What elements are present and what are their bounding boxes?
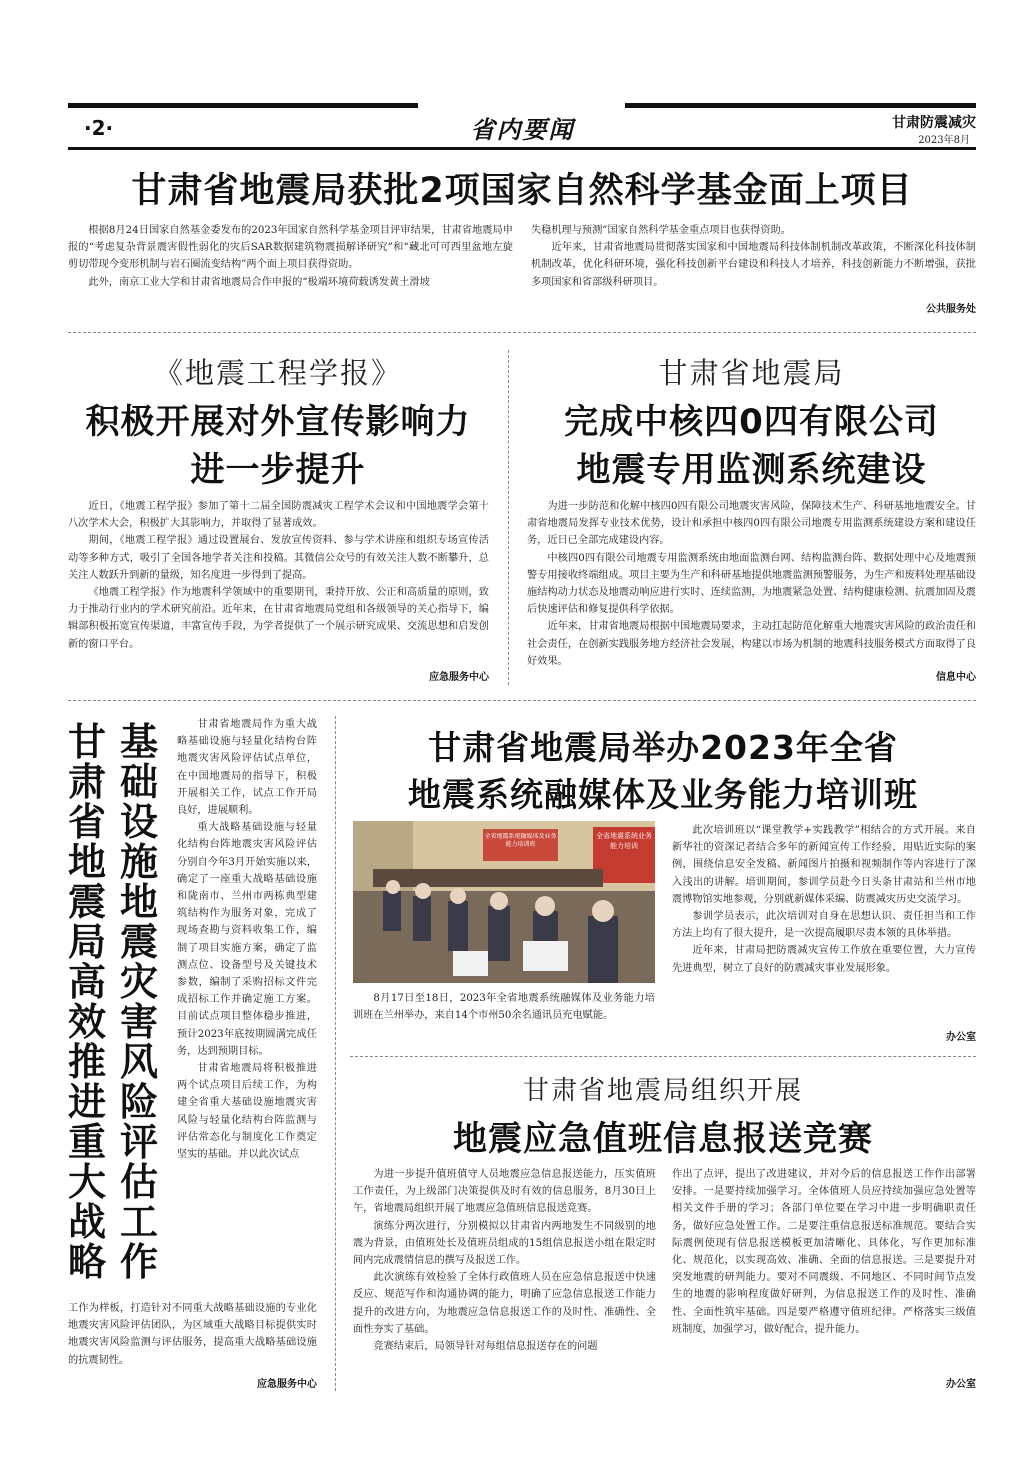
photo-banner: 全省地震系统融媒体及业务能力培训班 [484,833,557,848]
article3-source: 信息中心 [936,672,976,683]
article4-title-col1: 基础设施地震灾害风险评估工作 [120,720,159,1284]
article1-source: 公共服务处 [926,304,976,315]
article3-subtitle: 甘肃省地震局 [658,356,845,390]
issue-date: 2023年8月 [918,135,970,146]
column-divider [508,350,509,685]
article6-subtitle: 甘肃省地震局组织开展 [522,1076,803,1106]
article2-source: 应急服务中心 [429,672,489,683]
article3-title-line2: 地震专用监测系统建设 [576,450,927,490]
training-photo [353,821,655,983]
article6-col2: 作出了点评，提出了改进建议，并对今后的信息报送工作作出部署安排。一是要持续加强学习。全体值班人员应持续加强应急处置等相关文件手册的学习；各部门单位要在学习中进一步明确职责任务，做好应急处置工作。二是要注重信息报送标准规范。要结合实际震例使现有信息报送模板更加清晰化、具体化，写作更加标准化、规范化，以实现高效、准确、全面的信息报送。三是要提升对突发地震的研判能力。要对不同震级、不同地区、不同时间节点发生的地震的影响程度做好研判，为信息报送工作的及时性、准确性、全面性筑牢基础。四是要严格遵守值班纪律。严格落实三级值班制度，加强学习，做好配合，提升能力。 [672,1169,976,1335]
article2-title-line2: 进一步提升 [190,450,366,490]
article3-title-line1: 完成中核四0四有限公司 [564,402,939,442]
article5-title-line2: 地震系统融媒体及业务能力培训班 [408,775,918,814]
article2-subtitle: 《地震工程学报》 [153,356,402,390]
article4-source: 应急服务中心 [257,1379,317,1390]
article2-title-line1: 积极开展对外宣传影响力 [85,402,471,442]
article1-col1: 根据8月24日国家自然基金委发布的2023年国家自然科学基金项目评审结果，甘肃省地震局申报的“考虑复杂背景震害假性弱化的灾后SAR数据建筑物震损解译研究”和“藏北可可西里盆地左旋剪切带现今变形机制与岩石圈流变结构”两个面上项目获得资助。 此外，南京工业大学和甘肃省地震局合作申报的“极端环境荷载诱发黄土滑坡 [68,225,513,288]
paper-name: 甘肃防震减灾 [892,115,976,131]
article6-col1: 为进一步提升值班值守人员地震应急信息报送能力，压实值班工作责任，为上级部门决策提供及时有效的信息服务，8月30日上午，省地震局组织开展了地震应急值班信息报送竞赛。 演练分两次进行，分别模拟以甘肃省内两地发生不同级别的地震为背景，由值班处长及值班员组成的15组信息报送小组在限定时间内完成震情信息的撰写及报送工作。 此次演练有效检验了全体行政值班人员在应急信息报送中快速反应、规范写作和沟通协调的能力，明确了应急信息报送工作能力提升的改进方向，为地震应急信息报送工作的及时性、准确性、全面性夯实了基础。 竞赛结束后，局领导针对每组信息报送存在的问题 [353,1169,656,1353]
header-top-rule [625,103,976,108]
article1-col2: 失稳机理与预测”国家自然科学基金重点项目也获得资助。 近年来，甘肃省地震局贯彻落实国家和中国地震局科技体制机制改革政策，不断深化科技体制机制改革，优化科研环境，强化科技创新平台建设和科技人才培养，科技创新能力不断增强，获批多项国家和省部级科研项目。 [531,225,976,288]
article4-tail: 工作为样板，打造针对不同重大战略基础设施的专业化地震灾害风险评估团队，为区域重大战略目标提供实时地震灾害风险监测与评估服务，提高重大战略基础设施的抗震韧性。 [68,1303,317,1366]
article5-source: 办公室 [946,1032,976,1043]
page-number: ·2· [84,116,114,140]
article4-title-col2: 甘肃省地震局高效推进重大战略 [68,720,107,1284]
article3-body: 为进一步防范和化解中核四0四有限公司地震灾害风险，保障技术生产、科研基地地震安全。甘肃省地震局发挥专业技术优势，设计和承担中核四0四有限公司地震专用监测系统建设方案和建设任务，近日已全部完成建设内容。 中核四0四有限公司地震专用监测系统由地面监测台网、结构监测台阵、数据处理中心及地震预警专用接收终端组成。项目主要为生产和科研基地提供地震监测预警服务，为生产和废料处理基础设施结构动力状态及地震动响应进行实时、连续监测，为地震紧急处置、结构健康检测、抗震加固及震后快速评估和修复提供科学依据。 近年来，甘肃省地震局根据中国地震局要求，主动扛起防范化解重大地震灾害风险的政治责任和社会责任，在创新实践服务地方经济社会发展，构建以市场为机制的地震科技服务模式方面取得了良好效果。 [527,501,976,667]
divider [68,700,976,701]
photo-caption: 8月17日至18日，2023年全省地震系统融媒体及业务能力培训班在兰州举办，来自14个市州50余名通讯员充电赋能。 [353,993,655,1022]
section-title: 省内要闻 [470,115,575,144]
header-bottom-rule [68,147,976,150]
divider [350,1056,976,1057]
article6-source: 办公室 [946,1379,976,1390]
article2-body: 近日，《地震工程学报》参加了第十二届全国防震减灾工程学术会议和中国地震学会第十八次学术大会，积极扩大其影响力，并取得了显著成效。 期间，《地震工程学报》通过设置展台、发放宣传资料、参与学术讲座和组织专场宣传活动等多种方式，吸引了全国各地学者关注和投稿。其微信公众号的有效关注人数不断攀升，总关注人数跃升到新的量级，知名度进一步得到了提高。 《地震工程学报》作为地震科学领域中的重要期刊，秉持开放、公正和高质量的原则，致力于推动行业内的学术研究前沿。近年来，在甘肃省地震局党组和各级领导的关心指导下，编辑部积极拓宽宣传渠道，丰富宣传手段，为学者提供了一个展示研究成果、交流思想和启发创新的窗口平台。 [68,501,489,650]
article1-title: 甘肃省地震局获批2项国家自然科学基金面上项目 [131,171,913,211]
article4-body: 甘肃省地震局作为重大战略基础设施与轻量化结构台阵地震灾害风险评估试点单位，在中国地震局的指导下，积极开展相关工作，试点工作开局良好，进展顺利。 重大战略基础设施与轻量化结构台阵地震灾害风险评估分别自今年3月开始实施以来，确定了一座重大战略基础设施和陇南市、兰州市两栋典型建筑结构作为服务对象，完成了现场查勘与资料收集工作，编制了项目实施方案，确定了监测点位、设备型号及关键技术参数，编制了采购招标文件完成招标工作并确定施工方案。目前试点项目整体稳步推进，预计2023年底按期圆满完成任务，达到预期目标。 甘肃省地震局将积极推进两个试点项目后续工作，为构建全省重大基础设施地震灾害风险与轻量化结构台阵监测与评估常态化与制度化工作奠定坚实的基础。并以此次试点 [177,719,317,1161]
article5-body: 此次培训班以“课堂教学+实践教学”相结合的方式开展。来自新华社的资深记者结合多年的新闻宣传工作经验，用贴近实际的案例，围绕信息安全发稿、新闻图片拍摄和视频制作等内容进行了深入浅出的讲解。培训期间，参训学员赴今日头条甘肃站和兰州市地震博物馆实地参观，分别就新媒体采编、防震减灾历史交流学习。 参训学员表示，此次培训对自身在思想认识、责任担当和工作方法上均有了很大提升，是一次提高履职尽责本领的具体举措。 近年来，甘肃局把防震减灾宣传工作放在重要位置，大力宣传先进典型，树立了良好的防震减灾事业发展形象。 [672,825,976,974]
header-top-rule [68,103,418,108]
photo-board: 全省地震系统业务能力培训 [596,832,652,850]
article5-title-line1: 甘肃省地震局举办2023年全省 [428,728,898,767]
divider [68,332,976,333]
article6-title: 地震应急值班信息报送竞赛 [453,1119,873,1159]
column-divider [335,716,336,1391]
